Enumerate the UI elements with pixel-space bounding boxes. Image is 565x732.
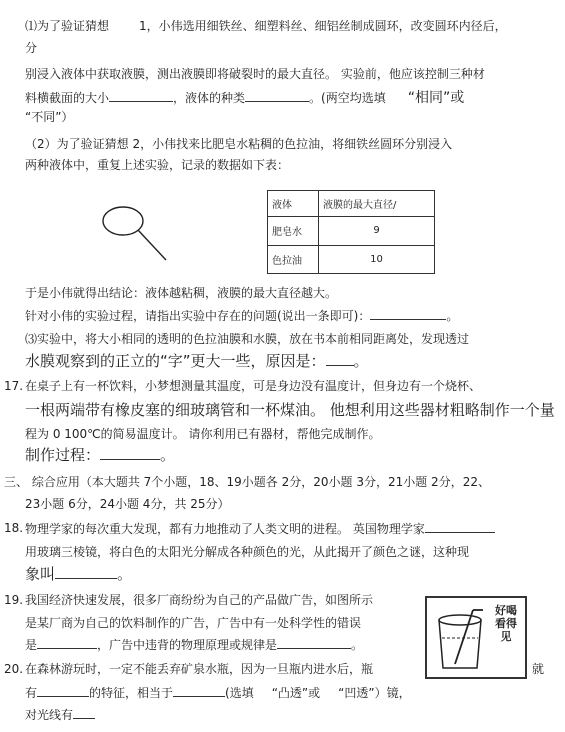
- conclusion-line2-text: 针对小伟的实验过程，请指出实验中存在的问题(说出一条即可)：: [25, 309, 371, 323]
- answer-blank-error[interactable]: [37, 636, 97, 649]
- q20-line2-c: (选填: [225, 686, 254, 700]
- q20-line3-text: 对光线有: [25, 708, 74, 722]
- q20-line3: [25, 706, 95, 723]
- q18-line3: [25, 565, 132, 584]
- section3-line1: 三、 综合应用（本大题共 7个小题，18、19小题各 2分，20小题 3分，21小题 2分，22、: [4, 475, 490, 489]
- q19-line3-c: 。: [351, 638, 364, 652]
- q19-line3: [25, 636, 363, 653]
- answer-blank-process[interactable]: [100, 447, 160, 460]
- q3-line2: [25, 352, 369, 371]
- q18-line3-text: 象叫: [25, 565, 56, 583]
- q17-line4-end: 。: [160, 446, 176, 464]
- q1-line4: [25, 89, 464, 106]
- table-header-diameter: 液膜的最大直径/: [319, 191, 435, 217]
- answer-blank-light-effect[interactable]: [73, 706, 95, 719]
- q3-line2-end: 。: [353, 352, 369, 370]
- table-header-liquid: 液体: [268, 191, 319, 217]
- advertisement-slogan: [493, 604, 519, 643]
- q17-line3: 程为 0 100℃的简易温度计。 请你利用已有器材，帮他完成制作。: [25, 427, 381, 441]
- section3-line2: 23小题 6分，24小题 4分，共 25分）: [25, 497, 230, 511]
- q1-line4-b: ，液体的种类: [173, 91, 246, 105]
- answer-blank-lens-type[interactable]: [173, 684, 225, 697]
- table-row: [268, 217, 435, 245]
- q1-line1-a: ⑴为了验证猜想: [25, 19, 110, 33]
- q18-line3-end: 。: [117, 565, 133, 583]
- q20-number: 20.: [4, 662, 24, 676]
- advertisement-slogan-line1: 好喝: [495, 604, 517, 617]
- q18-line2: 用玻璃三棱镜，将白色的太阳光分解成各种颜色的光，从此揭开了颜色之谜，这种现: [25, 545, 470, 559]
- table-cell-liquid: 色拉油: [268, 245, 319, 273]
- q17-line2: 一根两端带有橡皮塞的细玻璃管和一杯煤油。 他想利用这些器材粗略制作一个量: [25, 401, 555, 419]
- answer-blank-liquid-type[interactable]: [245, 89, 309, 102]
- q2-line1: （2）为了验证猜想 2，小伟找来比肥皂水粘稠的色拉油，将细铁丝圆环分别浸入: [25, 137, 453, 151]
- conclusion-line2-end: 。: [446, 309, 459, 323]
- table-row: [268, 245, 435, 273]
- q19-line2: 是某厂商为自己的饮料制作的广告，广告中有一处科学性的错误: [25, 616, 362, 630]
- q18-line1: [25, 520, 495, 537]
- answer-blank-problem[interactable]: [370, 307, 446, 320]
- q20-line2: [25, 684, 411, 701]
- q20-line1: 在森林游玩时，一定不能丢弃矿泉水瓶，因为一旦瓶内进水后，瓶: [25, 662, 374, 676]
- conclusion-line1: 于是小伟就得出结论：液体越粘稠，液膜的最大直径越大。: [25, 286, 338, 300]
- table-cell-liquid: 肥皂水: [268, 217, 319, 245]
- q19-number: 19.: [4, 593, 24, 607]
- table-cell-value: 9: [319, 217, 435, 245]
- q3-line1: ⑶实验中，将大小相同的透明的色拉油膜和水膜，放在书本前相同距离处，发现透过: [25, 332, 470, 346]
- q18-line1-text: 物理学家的每次重大发现，都有力地推动了人类文明的进程。 英国物理学家: [25, 522, 425, 536]
- q18-number: 18.: [4, 521, 24, 535]
- table-header-row: [268, 191, 435, 217]
- q17-line4: [25, 446, 175, 465]
- q17-line1: 在桌子上有一杯饮料，小梦想测量其温度，可是身边没有温度计，但身边有一个烧杯、: [25, 379, 482, 393]
- q1-line1: [0, 18, 507, 34]
- q17-line4-text: 制作过程：: [25, 446, 101, 464]
- q17-number: 17.: [4, 379, 24, 393]
- conclusion-line2: [25, 307, 458, 324]
- q20-line2-d: “凸透”或: [271, 686, 321, 700]
- q19-line3-b: ，广告中违背的物理原理或规律是: [97, 638, 278, 652]
- wire-ring-handle: [138, 230, 166, 260]
- answer-blank-feature[interactable]: [37, 684, 89, 697]
- q19-line1: 我国经济快速发展，很多厂商纷纷为自己的产品做广告，如图所示: [25, 593, 374, 607]
- q1-line4-d: “相同”或: [407, 90, 465, 106]
- advertisement-slogan-line2: 看得见: [495, 617, 517, 643]
- data-table: [267, 190, 435, 274]
- q1-line5: “不同”）: [25, 110, 74, 124]
- answer-blank-principle[interactable]: [277, 636, 351, 649]
- drink-advertisement-figure: [425, 596, 527, 679]
- q20-line1-end: 就: [532, 662, 545, 676]
- q19-line3-a: 是: [25, 638, 38, 652]
- q1-line2: 分: [25, 41, 38, 55]
- q1-line1-b: 1，小伟选用细铁丝、细塑料丝、细铝丝制成圆环，改变圆环内径后，: [139, 19, 507, 33]
- wire-ring-figure: [100, 198, 180, 270]
- q20-line2-a: 有: [25, 686, 38, 700]
- q20-line2-b: 的特征，相当于: [89, 686, 174, 700]
- q1-line4-a: 料横截面的大小: [25, 91, 110, 105]
- q3-line2-text: 水膜观察到的正立的“字”更大一些，原因是：: [25, 352, 326, 370]
- answer-blank-reason[interactable]: [326, 353, 354, 366]
- wire-ring-loop: [103, 207, 143, 235]
- q20-line2-e: “凹透”）镜，: [338, 686, 411, 700]
- q2-line2: 两种液体中，重复上述实验，记录的数据如下表：: [25, 158, 290, 172]
- answer-blank-cross-section[interactable]: [109, 89, 173, 102]
- q1-line3: 别浸入液体中获取液膜，测出液膜即将破裂时的最大直径。 实验前，他应该控制三种材: [25, 67, 485, 81]
- answer-blank-physicist[interactable]: [425, 520, 495, 533]
- table-cell-value: 10: [319, 245, 435, 273]
- q1-line4-c: 。(两空均选填: [309, 91, 386, 105]
- answer-blank-phenomenon[interactable]: [55, 566, 117, 579]
- drink-glass-with-straw-icon: [433, 608, 489, 674]
